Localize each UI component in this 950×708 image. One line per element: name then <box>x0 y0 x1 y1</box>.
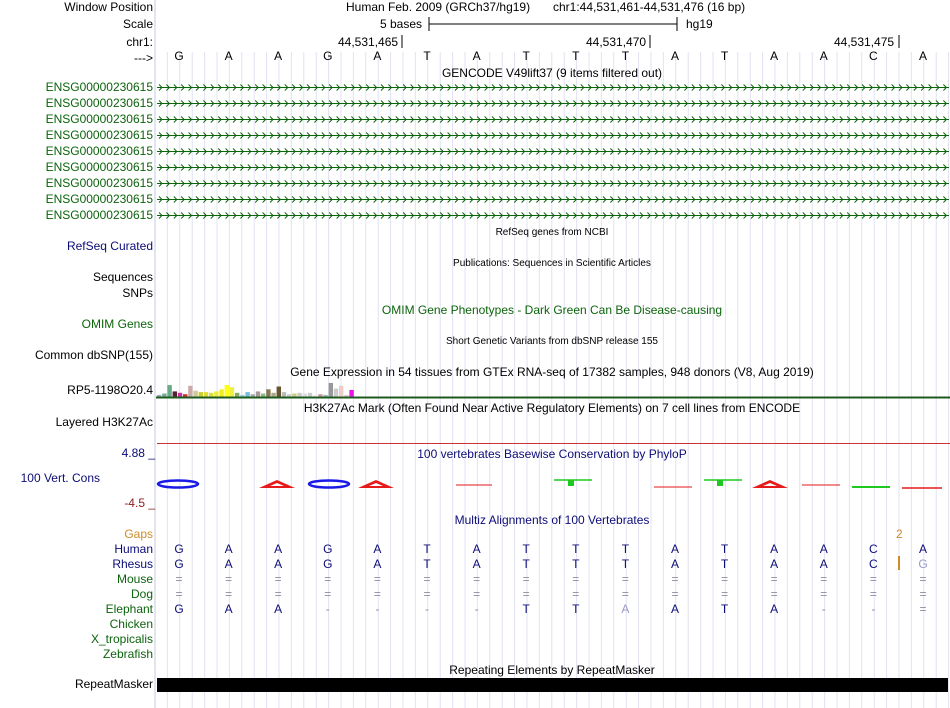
gtex-tissue-bar[interactable] <box>193 391 197 397</box>
aligned-base: A <box>373 557 382 571</box>
aligned-base: A <box>670 602 679 616</box>
gencode-item-feature[interactable] <box>157 82 949 93</box>
aligned-base: = <box>919 587 927 601</box>
gencode-title: GENCODE V49lift37 (9 items filtered out) <box>441 66 663 80</box>
aligned-base: G <box>918 557 928 571</box>
gtex-tissue-bar[interactable] <box>329 383 333 397</box>
aligned-base: A <box>670 557 679 571</box>
aligned-base: T <box>720 557 729 571</box>
window-position-label: Window Position <box>64 0 153 14</box>
multiz-title: Multiz Alignments of 100 Vertebrates <box>454 513 650 527</box>
aligned-base: C <box>869 557 878 571</box>
species-label[interactable]: Human <box>114 542 153 556</box>
species-label[interactable]: Chicken <box>109 617 153 631</box>
base: T <box>423 49 431 63</box>
aligned-base: = <box>274 572 282 586</box>
aligned-base: = <box>869 572 877 586</box>
gtex-tissue-bar[interactable] <box>308 393 312 397</box>
aligned-base: G <box>174 602 184 616</box>
phylop-max: 4.88 _ <box>121 446 155 460</box>
gtex-tissue-bar[interactable] <box>230 387 234 397</box>
refseq-label[interactable]: RefSeq Curated <box>66 239 153 253</box>
aligned-base: - <box>871 602 876 616</box>
aligned-base: C <box>869 542 878 556</box>
aligned-base: = <box>621 572 629 586</box>
aligned-base: = <box>671 587 679 601</box>
gencode-item-label[interactable]: ENSG00000230615 <box>45 144 153 158</box>
aligned-base: = <box>572 572 580 586</box>
gtex-tissue-bar[interactable] <box>256 391 260 397</box>
gtex-tissue-bar[interactable] <box>178 393 182 397</box>
aligned-base: = <box>919 572 927 586</box>
aligned-base: - <box>821 602 826 616</box>
gencode-item-feature[interactable] <box>157 146 949 157</box>
scale-bar <box>428 16 680 34</box>
aligned-base: A <box>819 542 828 556</box>
aligned-base: = <box>820 587 828 601</box>
gencode-item-feature[interactable] <box>157 130 949 141</box>
aligned-base: - <box>425 602 429 616</box>
gencode-item-label[interactable]: ENSG00000230615 <box>45 160 153 174</box>
dbsnp-title: Short Genetic Variants from dbSNP release 155 <box>446 336 658 347</box>
aligned-base: = <box>225 572 233 586</box>
gencode-item-feature[interactable] <box>157 178 949 189</box>
base: C <box>869 49 878 63</box>
aligned-base: = <box>770 587 778 601</box>
aligned-base: T <box>720 542 729 556</box>
aligned-base: = <box>225 587 233 601</box>
base: A <box>472 49 481 63</box>
publications-title: Publications: Sequences in Scientific Articles <box>453 258 651 269</box>
aligned-base: A <box>373 542 382 556</box>
species-label[interactable]: Mouse <box>116 572 153 586</box>
aligned-base: = <box>423 572 431 586</box>
strand-label: ---> <box>134 51 153 65</box>
layered-label[interactable]: Layered H3K27Ac <box>55 415 153 429</box>
repeatmasker-block[interactable] <box>157 678 948 692</box>
aligned-base: = <box>869 587 877 601</box>
snps-label[interactable]: SNPs <box>122 286 153 300</box>
aligned-base: T <box>572 542 580 556</box>
aligned-base: = <box>770 572 778 586</box>
gtex-tissue-bar[interactable] <box>245 392 249 397</box>
aligned-base: A <box>819 557 828 571</box>
aligned-base: = <box>274 587 282 601</box>
gtex-tissue-bar[interactable] <box>204 392 208 397</box>
common-dbsnp-label[interactable]: Common dbSNP(155) <box>34 348 153 362</box>
refseq-title: RefSeq genes from NCBI <box>495 227 609 238</box>
gtex-tissue-bar[interactable] <box>271 393 275 397</box>
aligned-base: = <box>473 587 481 601</box>
gencode-item-label[interactable]: ENSG00000230615 <box>45 112 153 126</box>
gaps-label[interactable]: Gaps <box>124 527 153 541</box>
gencode-item-label[interactable]: ENSG00000230615 <box>45 176 153 190</box>
aligned-base: A <box>918 542 927 556</box>
base: A <box>770 49 779 63</box>
scale-db: hg19 <box>686 17 713 31</box>
aligned-base: = <box>175 572 183 586</box>
gencode-item-label[interactable]: ENSG00000230615 <box>45 96 153 110</box>
omim-title: OMIM Gene Phenotypes - Dark Green Can Be Disease-causing <box>381 303 723 317</box>
gtex-tissue-bar[interactable] <box>162 394 166 398</box>
repeatmasker-label[interactable]: RepeatMasker <box>74 677 153 691</box>
aligned-base: A <box>224 557 233 571</box>
coord-2: 44,531,470 <box>586 35 647 49</box>
coord-3: 44,531,475 <box>834 35 895 49</box>
coord-ticks <box>0 35 950 49</box>
aligned-base: - <box>375 602 380 616</box>
repeat-title: Repeating Elements by RepeatMasker <box>449 663 655 677</box>
gtex-bars <box>156 378 950 400</box>
aligned-base: = <box>721 587 729 601</box>
aligned-base: A <box>224 602 233 616</box>
aligned-base: = <box>324 587 332 601</box>
base: T <box>720 49 729 63</box>
gaps-value: 2 <box>896 527 903 541</box>
scale-label: Scale <box>122 17 153 31</box>
aligned-base: T <box>423 557 431 571</box>
species-label[interactable]: Elephant <box>105 602 153 616</box>
aligned-base: G <box>323 542 333 556</box>
aligned-base: A <box>472 542 481 556</box>
gtex-title: Gene Expression in 54 tissues from GTEx RNA-seq of 17382 samples, 948 donors (V8, Aug 2019) <box>290 365 814 379</box>
aligned-base: = <box>820 572 828 586</box>
assembly-label: Human Feb. 2009 (GRCh37/hg19) <box>346 0 531 14</box>
aligned-base: A <box>621 602 630 616</box>
position-readout[interactable]: chr1:44,531,461-44,531,476 (16 bp) <box>553 0 746 14</box>
aligned-base: = <box>522 587 530 601</box>
aligned-base: A <box>472 557 481 571</box>
gtex-tissue-bar[interactable] <box>297 393 301 397</box>
gtex-tissue-bar[interactable] <box>167 385 171 397</box>
aligned-base: - <box>325 602 330 616</box>
species-label[interactable]: Rhesus <box>112 557 153 571</box>
aligned-base: T <box>522 557 530 571</box>
aligned-base: = <box>324 572 332 586</box>
gencode-item-label[interactable]: ENSG00000230615 <box>45 192 153 206</box>
phylop-logo <box>156 474 950 494</box>
aligned-base: = <box>373 572 381 586</box>
gencode-item-feature[interactable] <box>157 98 949 109</box>
gtex-tissue-bar[interactable] <box>303 394 307 398</box>
species-label[interactable]: X_tropicalis <box>90 632 153 646</box>
aligned-base: = <box>423 587 431 601</box>
aligned-base: = <box>373 587 381 601</box>
base: A <box>373 49 382 63</box>
gencode-item-label[interactable]: ENSG00000230615 <box>45 80 153 94</box>
gtex-tissue-bar[interactable] <box>225 385 229 397</box>
species-label[interactable]: Dog <box>130 587 153 601</box>
gtex-tissue-bar[interactable] <box>334 389 338 397</box>
aligned-base: T <box>522 542 530 556</box>
h3k27ac-line <box>157 443 950 444</box>
rp5-label[interactable]: RP5-1198O20.4 <box>67 383 153 397</box>
coord-1: 44,531,465 <box>338 35 399 49</box>
gtex-tissue-bar[interactable] <box>261 394 265 398</box>
aligned-base: T <box>621 557 630 571</box>
gencode-item-feature[interactable] <box>157 194 949 205</box>
aligned-base: G <box>174 542 184 556</box>
sequences-label[interactable]: Sequences <box>92 270 153 284</box>
aligned-base: G <box>323 557 333 571</box>
aligned-base: - <box>474 602 479 616</box>
base: T <box>621 49 630 63</box>
aligned-base: = <box>621 587 629 601</box>
phylop-title: 100 vertebrates Basewise Conservation by PhyloP <box>417 447 687 461</box>
base: A <box>670 49 679 63</box>
aligned-base: T <box>522 602 530 616</box>
aligned-base: A <box>274 557 283 571</box>
aligned-base: A <box>770 557 779 571</box>
gtex-tissue-bar[interactable] <box>173 391 177 397</box>
vert-cons-label[interactable]: 100 Vert. Cons <box>20 471 100 485</box>
gtex-tissue-bar[interactable] <box>235 393 239 397</box>
aligned-base: = <box>919 602 927 616</box>
aligned-base: T <box>423 542 431 556</box>
base: T <box>572 49 580 63</box>
aligned-base: T <box>572 602 580 616</box>
gencode-item-feature[interactable] <box>157 114 949 125</box>
gtex-tissue-bar[interactable] <box>188 386 192 397</box>
base: A <box>224 49 233 63</box>
gencode-item-label[interactable]: ENSG00000230615 <box>45 128 153 142</box>
base: A <box>918 49 927 63</box>
aligned-base: A <box>670 542 679 556</box>
gtex-tissue-bar[interactable] <box>219 389 223 397</box>
aligned-base: = <box>671 572 679 586</box>
base: A <box>274 49 283 63</box>
gencode-item-feature[interactable] <box>157 210 949 221</box>
base: A <box>819 49 828 63</box>
gtex-tissue-bar[interactable] <box>266 389 270 397</box>
gtex-tissue-bar[interactable] <box>292 394 296 398</box>
aligned-base: A <box>770 602 779 616</box>
aligned-base: A <box>770 542 779 556</box>
gtex-tissue-bar[interactable] <box>339 386 343 397</box>
base: G <box>323 49 333 63</box>
gencode-item-label[interactable]: ENSG00000230615 <box>45 208 153 222</box>
gtex-tissue-bar[interactable] <box>277 387 281 398</box>
aligned-base: = <box>522 572 530 586</box>
gtex-tissue-bar[interactable] <box>199 392 203 397</box>
insertion-marker <box>898 556 900 570</box>
omim-label[interactable]: OMIM Genes <box>81 317 153 331</box>
chrom-label: chr1: <box>126 35 153 49</box>
gencode-item-feature[interactable] <box>157 162 949 173</box>
aligned-base: A <box>224 542 233 556</box>
aligned-base: = <box>721 572 729 586</box>
base: T <box>522 49 530 63</box>
gtex-tissue-bar[interactable] <box>209 393 213 397</box>
gtex-tissue-bar[interactable] <box>282 392 286 397</box>
aligned-base: = <box>175 587 183 601</box>
aligned-base: A <box>274 602 283 616</box>
h3k27ac-title: H3K27Ac Mark (Often Found Near Active Regulatory Elements) on 7 cell lines from ENCODE <box>303 401 801 415</box>
aligned-base: G <box>174 557 184 571</box>
aligned-base: T <box>572 557 580 571</box>
phylop-min: -4.5 _ <box>124 496 155 510</box>
aligned-base: T <box>621 542 630 556</box>
scale-text: 5 bases <box>380 17 423 31</box>
species-label[interactable]: Zebrafish <box>102 647 153 661</box>
aligned-base: = <box>572 587 580 601</box>
aligned-base: = <box>473 572 481 586</box>
aligned-base: T <box>720 602 729 616</box>
base: G <box>174 49 184 63</box>
gtex-tissue-bar[interactable] <box>214 391 218 397</box>
aligned-base: A <box>274 542 283 556</box>
gtex-tissue-bar[interactable] <box>349 390 353 397</box>
